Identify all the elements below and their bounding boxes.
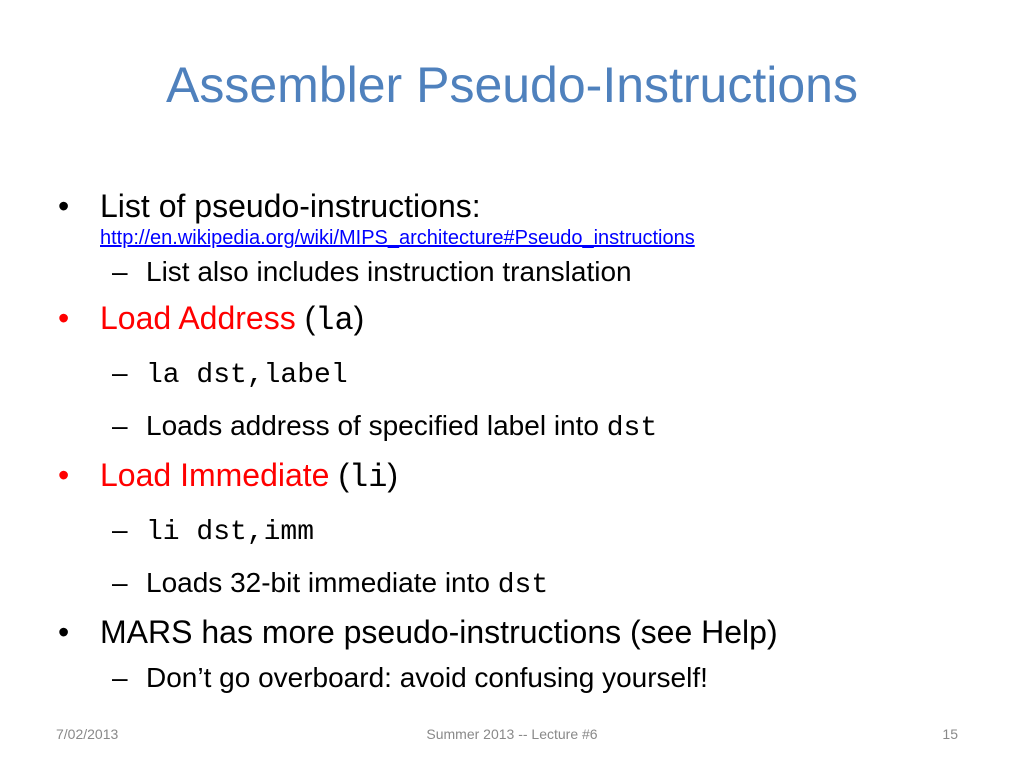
bullet-icon: • <box>58 188 70 224</box>
paren-close: ) <box>387 457 399 493</box>
paren-open: ( <box>329 457 350 493</box>
sub-bullet-translation <box>56 254 996 290</box>
bullet-text: List of pseudo-instructions: <box>100 188 481 224</box>
sub-bullet-text: List also includes instruction translation <box>146 256 632 287</box>
sub-bullet-li-syntax <box>56 512 996 551</box>
dash-icon: – <box>112 567 128 598</box>
overboard-text: Don’t go overboard: avoid confusing yourself! <box>146 662 708 693</box>
la-code: la <box>315 302 354 339</box>
footer-lecture: Summer 2013 -- Lecture #6 <box>426 726 598 742</box>
la-desc-code: dst <box>606 413 658 444</box>
sub-bullet-la-syntax <box>56 355 996 394</box>
slide-title: Assembler Pseudo-Instructions <box>166 57 858 113</box>
bullet-icon: • <box>58 300 70 336</box>
la-syntax-code: la dst,label <box>146 360 348 391</box>
sub-bullet-li-desc <box>56 565 996 604</box>
slide-body <box>56 186 996 696</box>
dash-icon: – <box>112 357 128 388</box>
footer-date: 7/02/2013 <box>56 726 119 742</box>
mars-text: MARS has more pseudo-instructions (see Help) <box>100 614 778 650</box>
bullet-load-immediate <box>56 455 996 498</box>
dash-icon: – <box>112 662 128 693</box>
li-code: li <box>349 459 388 496</box>
wikipedia-link[interactable]: http://en.wikipedia.org/wiki/MIPS_architecture#Pseudo_instructions <box>100 227 695 249</box>
li-desc-code: dst <box>497 570 549 601</box>
sub-bullet-la-desc <box>56 408 996 447</box>
dash-icon: – <box>112 410 128 441</box>
li-syntax-code: li dst,imm <box>146 517 315 548</box>
bullet-load-address <box>56 298 996 341</box>
load-address-label: Load Address <box>100 300 296 336</box>
footer-page-number: 15 <box>942 726 958 742</box>
li-desc-text: Loads 32-bit immediate into <box>146 567 498 598</box>
sub-bullet-overboard <box>56 660 996 696</box>
dash-icon: – <box>112 514 128 545</box>
load-immediate-label: Load Immediate <box>100 457 330 493</box>
dash-icon: – <box>112 256 128 287</box>
bullet-icon: • <box>58 457 70 493</box>
la-desc-text: Loads address of specified label into <box>146 410 607 441</box>
bullet-icon: • <box>58 614 70 650</box>
paren-close: ) <box>353 300 365 336</box>
paren-open: ( <box>295 300 316 336</box>
bullet-pseudo-list <box>56 186 996 250</box>
bullet-mars <box>56 612 996 652</box>
